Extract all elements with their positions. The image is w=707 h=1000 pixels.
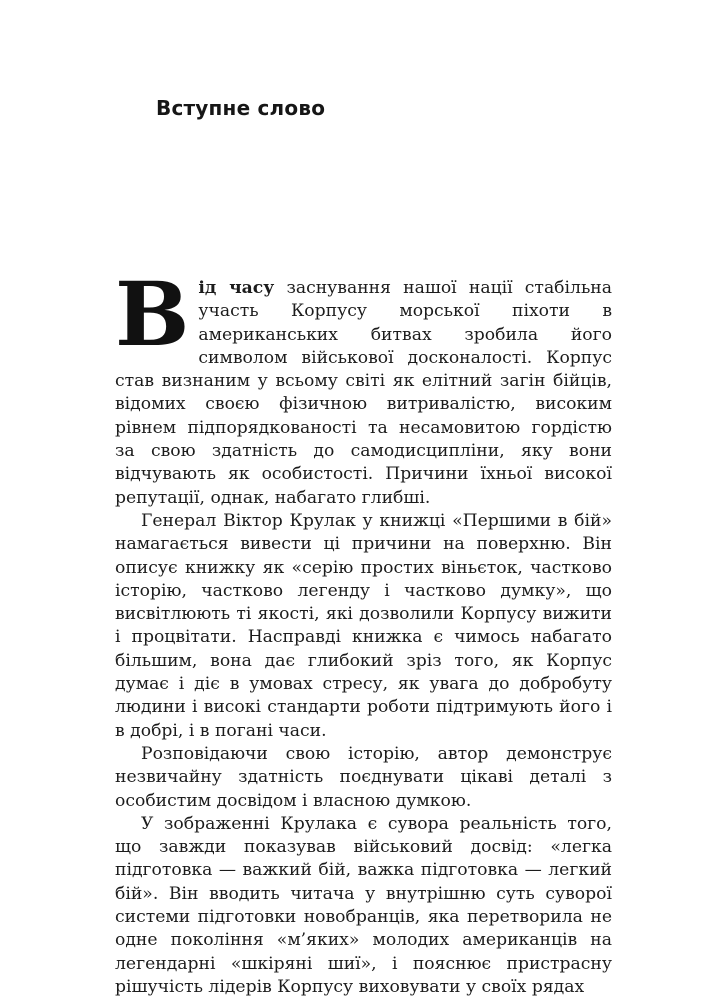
paragraph: Розповідаючи свою історію, автор демонструє незвичайну здатність поєднувати цікаві деталі з особистим досвідом і власною думкою.	[115, 743, 612, 811]
chapter-title: Вступне слово	[156, 96, 326, 120]
lead-phrase: ід часу	[198, 278, 275, 298]
paragraph-text: заснування нашої нації стабільна участь Корпусу морської піхоти в американських битвах зробила його символом військової досконалості. Корпус став визнаним у всьому світі як елітний загін бійців, відомих своєю фізичною витривалістю, високим рівнем підпорядкованості та несамовитою гордістю за свою здатність до самодисципліни, яку вони відчувають як особистості. Причини їхньої високої репутації, однак, набагато глибші.	[115, 278, 613, 508]
paragraph: У зображенні Крулака є сувора реальність того, що завжди показував військовий досвід: «легка підготовка — важкий бій, важка підготовка — легкий бій». Він вводить читача у внутрішню суть суворої системи підготовки новобранців, яка перетворила не одне покоління «м’яких» молодих американців на легендарні «шкіряні шиї», і пояснює пристрасну рішучість лідерів Корпусу виховувати у своїх рядах	[115, 813, 612, 997]
dropcap-letter: В	[115, 262, 190, 366]
paragraph: Генерал Віктор Крулак у книжці «Першими в бій» намагається вивести ці причини на поверхню. Він описує книжку як «серію простих віньєток, частково історію, частково легенду і частково думку», що висвітлюють ті якості, які дозволили Корпусу вижити і процвітати. Насправді книжка є чимось набагато більшим, вона дає глибокий зріз того, як Корпус думає і діє в умовах стресу, як увага до добробуту людини і високі стандарти роботи підтримують його і в добрі, і в погані часи.	[115, 510, 612, 741]
opening-paragraph	[115, 262, 613, 510]
body-text	[115, 262, 613, 999]
